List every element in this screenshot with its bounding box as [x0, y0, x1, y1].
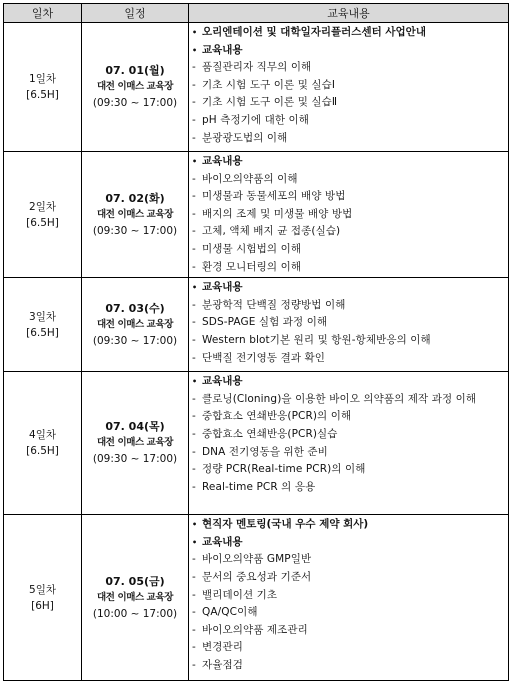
dash-marker: - — [192, 207, 196, 220]
schedule-row — [4, 152, 509, 278]
content-dash-item — [192, 622, 504, 640]
content-item-text: 교육내용 — [202, 535, 243, 548]
content-item-text: SDS-PAGE 실험 과정 이해 — [202, 316, 328, 329]
content-item-text: 클로닝(Cloning)을 이용한 바이오 의약품의 제작 과정 이해 — [202, 392, 477, 405]
bullet-marker: • — [192, 28, 198, 37]
day-cell — [4, 23, 82, 152]
content-item-text: 배지의 조제 및 미생물 배양 방법 — [202, 207, 353, 220]
day-cell — [4, 152, 82, 278]
content-item-text: 정량 PCR(Real-time PCR)의 이해 — [202, 463, 366, 476]
content-item-text: 미생물과 동물세포의 배양 방법 — [202, 190, 346, 203]
schedule-date: 07. 03(수) — [105, 301, 165, 315]
content-item-text: 오리엔테이션 및 대학일자리플러스센터 사업안내 — [202, 26, 426, 38]
content-dash-item — [192, 188, 504, 206]
content-dash-item — [192, 587, 504, 605]
schedule-place: 대전 이매스 교육장 — [96, 81, 174, 92]
dash-marker: - — [192, 463, 196, 476]
content-dash-item — [192, 639, 504, 657]
dash-marker: - — [192, 445, 196, 458]
content-item-text: 변경관리 — [202, 641, 243, 654]
content-item-text: 품질관리자 직무의 이해 — [202, 61, 312, 74]
content-dash-item — [192, 94, 504, 112]
bullet-marker: • — [192, 377, 198, 387]
bullet-marker: • — [192, 45, 198, 55]
schedule-time: (09:30 ~ 17:00) — [92, 334, 178, 347]
dash-marker: - — [192, 172, 196, 185]
content-dash-item — [192, 426, 504, 444]
content-item-text: 자율점검 — [202, 658, 243, 671]
content-item-text: 교육내용 — [202, 375, 243, 388]
content-dash-item — [192, 408, 504, 426]
dash-marker: - — [192, 553, 196, 566]
content-bullet-item — [192, 42, 504, 60]
schedule-row — [4, 23, 509, 152]
bullet-marker: • — [192, 537, 198, 547]
schedule-cell — [82, 372, 189, 515]
dash-marker: - — [192, 298, 196, 311]
schedule-date: 07. 05(금) — [105, 574, 165, 588]
schedule-cell — [82, 515, 189, 681]
dash-marker: - — [192, 588, 196, 601]
content-dash-item — [192, 130, 504, 148]
schedule-place: 대전 이매스 교육장 — [96, 208, 174, 220]
dash-marker: - — [192, 427, 196, 440]
content-item-text: 밸리데이션 기초 — [202, 588, 278, 601]
day-cell — [4, 278, 82, 372]
day-label: 1일차 — [29, 73, 56, 85]
dash-marker: - — [192, 570, 196, 583]
schedule-date: 07. 01(월) — [105, 64, 165, 77]
schedule-place: 대전 이매스 교육장 — [96, 591, 174, 603]
content-item-text: pH 측정기에 대한 이해 — [202, 113, 310, 126]
header-day: 일차 — [4, 4, 82, 23]
day-hours: [6.5H] — [26, 326, 59, 339]
dash-marker: - — [192, 190, 196, 203]
day-label: 3일차 — [29, 310, 56, 323]
schedule-row — [4, 278, 509, 372]
content-cell — [189, 23, 509, 152]
day-hours: [6H] — [31, 599, 54, 612]
dash-marker: - — [192, 641, 196, 654]
content-bullet-item — [192, 373, 504, 391]
schedule-time: (10:00 ~ 17:00) — [92, 607, 178, 620]
content-item-text: 바이오의약품 GMP일반 — [202, 553, 312, 566]
content-dash-item — [192, 171, 504, 189]
content-item-text: 교육내용 — [202, 155, 243, 167]
dash-marker: - — [192, 606, 196, 619]
content-item-text: 단백질 전기영동 결과 확인 — [202, 351, 325, 364]
content-dash-item — [192, 297, 504, 315]
content-dash-item — [192, 479, 504, 497]
content-item-text: 중합효소 연쇄반응(PCR)의 이해 — [202, 410, 352, 423]
day-hours: [6.5H] — [26, 89, 59, 101]
day-label: 5일차 — [29, 583, 56, 596]
content-dash-item — [192, 461, 504, 479]
schedule-time: (09:30 ~ 17:00) — [92, 97, 178, 109]
day-hours: [6.5H] — [26, 216, 59, 229]
content-cell — [189, 372, 509, 515]
dash-marker: - — [192, 351, 196, 364]
content-dash-item — [192, 604, 504, 622]
content-item-text: 기초 시험 도구 이론 및 실습Ⅱ — [202, 96, 338, 109]
bullet-marker: • — [192, 283, 198, 293]
schedule-date: 07. 04(목) — [105, 420, 165, 434]
schedule-row — [4, 515, 509, 681]
header-row — [4, 4, 509, 23]
content-dash-item — [192, 391, 504, 409]
content-item-text: 바이오의약품 제조관리 — [202, 623, 308, 636]
content-dash-item — [192, 259, 504, 277]
dash-marker: - — [192, 260, 196, 273]
day-cell — [4, 372, 82, 515]
day-cell — [4, 515, 82, 681]
dash-marker: - — [192, 410, 196, 423]
content-cell — [189, 278, 509, 372]
schedule-time: (09:30 ~ 17:00) — [92, 224, 178, 237]
dash-marker: - — [192, 78, 196, 91]
day-hours: [6.5H] — [26, 445, 59, 458]
content-item-text: 고체, 액체 배지 균 접종(실습) — [202, 225, 341, 238]
header-content: 교육내용 — [189, 4, 509, 23]
content-item-text: 기초 시험 도구 이론 및 실습Ⅰ — [202, 78, 336, 91]
content-dash-item — [192, 314, 504, 332]
dash-marker: - — [192, 623, 196, 636]
content-item-text: 바이오의약품의 이해 — [202, 172, 298, 185]
content-dash-item — [192, 444, 504, 462]
content-dash-item — [192, 206, 504, 224]
dash-marker: - — [192, 392, 196, 405]
training-schedule-table — [3, 3, 509, 681]
content-item-text: 교육내용 — [202, 43, 243, 56]
dash-marker: - — [192, 242, 196, 255]
bullet-marker: • — [192, 520, 198, 530]
content-bullet-item — [192, 24, 504, 42]
content-item-text: Western blot기본 원리 및 항원-항체반응의 이해 — [202, 333, 431, 346]
content-bullet-item — [192, 534, 504, 552]
content-dash-item — [192, 59, 504, 77]
dash-marker: - — [192, 113, 196, 126]
content-dash-item — [192, 657, 504, 675]
dash-marker: - — [192, 658, 196, 671]
content-cell — [189, 152, 509, 278]
content-dash-item — [192, 551, 504, 569]
content-item-text: 미생물 시험법의 이해 — [202, 242, 302, 255]
dash-marker: - — [192, 316, 196, 329]
content-item-text: QA/QC이해 — [202, 606, 258, 619]
schedule-date: 07. 02(화) — [105, 191, 165, 205]
dash-marker: - — [192, 480, 196, 493]
content-bullet-item — [192, 153, 504, 171]
content-item-text: 교육내용 — [202, 281, 243, 294]
content-item-text: 중합효소 연쇄반응(PCR)실습 — [202, 427, 338, 440]
dash-marker: - — [192, 333, 196, 346]
dash-marker: - — [192, 61, 196, 74]
content-dash-item — [192, 112, 504, 130]
dash-marker: - — [192, 131, 196, 144]
content-dash-item — [192, 350, 504, 368]
content-dash-item — [192, 77, 504, 95]
schedule-row — [4, 372, 509, 515]
schedule-cell — [82, 278, 189, 372]
dash-marker: - — [192, 96, 196, 109]
content-item-text: 분광학적 단백질 정량방법 이해 — [202, 298, 346, 311]
content-item-text: 현직자 멘토링(국내 우수 제약 회사) — [202, 518, 369, 531]
content-dash-item — [192, 241, 504, 259]
content-item-text: Real-time PCR 의 응용 — [202, 480, 316, 493]
schedule-time: (09:30 ~ 17:00) — [92, 453, 178, 466]
bullet-marker: • — [192, 157, 198, 166]
day-label: 2일차 — [29, 200, 56, 213]
content-bullet-item — [192, 279, 504, 297]
dash-marker: - — [192, 225, 196, 238]
content-item-text: DNA 전기영동을 위한 준비 — [202, 445, 328, 458]
day-label: 4일차 — [29, 429, 56, 442]
header-schedule: 일정 — [82, 4, 189, 23]
schedule-cell — [82, 23, 189, 152]
content-item-text: 문서의 중요성과 기준서 — [202, 570, 312, 583]
schedule-cell — [82, 152, 189, 278]
content-cell — [189, 515, 509, 681]
content-item-text: 분광광도법의 이해 — [202, 131, 288, 144]
content-dash-item — [192, 223, 504, 241]
content-bullet-item — [192, 516, 504, 534]
content-dash-item — [192, 332, 504, 350]
schedule-place: 대전 이매스 교육장 — [96, 437, 174, 449]
schedule-place: 대전 이매스 교육장 — [96, 318, 174, 330]
content-dash-item — [192, 569, 504, 587]
content-item-text: 환경 모니터링의 이해 — [202, 260, 302, 273]
